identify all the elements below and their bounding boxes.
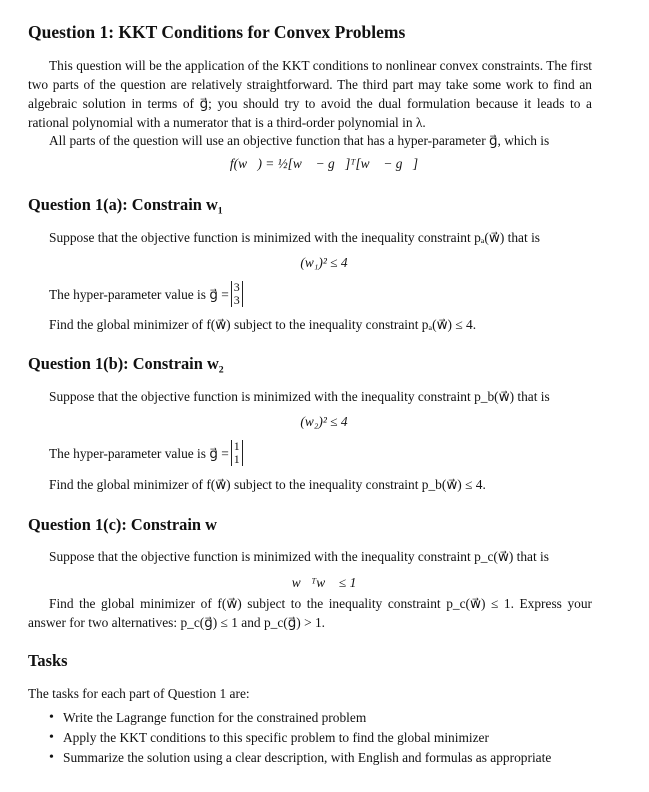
matrix-entry: 1 bbox=[233, 452, 240, 466]
matrix-entry: 1 bbox=[233, 439, 240, 453]
question-1c-sentence: Suppose that the objective function is minimized with the inequality constraint p_c(w⃗) that is bbox=[49, 549, 549, 564]
question-1b-sentence: Suppose that the objective function is minimized with the inequality constraint p_b(w⃗) that is bbox=[49, 389, 550, 404]
list-item: • Apply the KKT conditions to this specific problem to find the global minimizer bbox=[28, 728, 628, 748]
g-vector-matrix bbox=[231, 281, 243, 307]
question-1b-hyperparameter bbox=[49, 435, 243, 471]
question-1a-sentence: Suppose that the objective function is minimized with the inequality constraint pₐ(w⃗) that is bbox=[49, 230, 541, 245]
tasks-list bbox=[28, 708, 628, 768]
question-1a-hyperparameter bbox=[49, 276, 243, 312]
matrix-entry: 3 bbox=[233, 280, 240, 294]
g-vector-matrix bbox=[231, 440, 243, 466]
question-1b-constraint: (w₂)² ≤ 4 bbox=[300, 414, 348, 429]
matrix-entry: 3 bbox=[233, 293, 240, 307]
question-1-intro: This question will be the application of the KKT conditions to nonlinear convex constraints. The first two parts of the question are relatively straightforward. The third part may take some work to find an algebraic solution in terms of g⃗; you should try to avoid the dual formulation because it leads to a rational polynomial with a numerator that is a third-order polynomial in λ. bbox=[28, 58, 592, 130]
hyperparameter-label: The hyper-parameter value is g⃗ = bbox=[49, 286, 229, 302]
question-1c-find: Find the global minimizer of f(w⃗) subject to the inequality constraint p_c(w⃗) ≤ 1. Express your answer for two alternatives: p_c(g⃗) ≤ 1 and p_c(g⃗) > 1. bbox=[28, 596, 592, 630]
objective-function: f(w⃗) = ½[w⃗ − g⃗]ᵀ[w⃗ − g⃗] bbox=[229, 156, 419, 171]
tasks-title: Tasks bbox=[28, 651, 68, 670]
tasks-intro: The tasks for each part of Question 1 are: bbox=[28, 686, 250, 701]
list-item: • Summarize the solution using a clear description, with English and formulas as appropriate bbox=[28, 748, 628, 768]
question-1c-title: Question 1(c): Constrain w⃗ bbox=[28, 515, 230, 534]
hyperparameter-label: The hyper-parameter value is g⃗ = bbox=[49, 445, 229, 461]
list-item: • Write the Lagrange function for the constrained problem bbox=[28, 708, 628, 728]
question-1c-constraint: w⃗ᵀw⃗ ≤ 1 bbox=[291, 575, 357, 590]
question-1-title: Question 1: KKT Conditions for Convex Problems bbox=[28, 22, 406, 42]
question-1b-find: Find the global minimizer of f(w⃗) subject to the inequality constraint p_b(w⃗) ≤ 4. bbox=[49, 477, 486, 492]
question-1a-find: Find the global minimizer of f(w⃗) subject to the inequality constraint pₐ(w⃗) ≤ 4. bbox=[49, 317, 477, 332]
question-1a-title: Question 1(a): Constrain w₁ bbox=[28, 195, 223, 214]
question-1a-constraint: (w₁)² ≤ 4 bbox=[300, 255, 348, 270]
question-1b-title: Question 1(b): Constrain w₂ bbox=[28, 354, 224, 373]
question-1-intro-2: All parts of the question will use an objective function that has a hyper-parameter g⃗, which is bbox=[49, 133, 550, 148]
